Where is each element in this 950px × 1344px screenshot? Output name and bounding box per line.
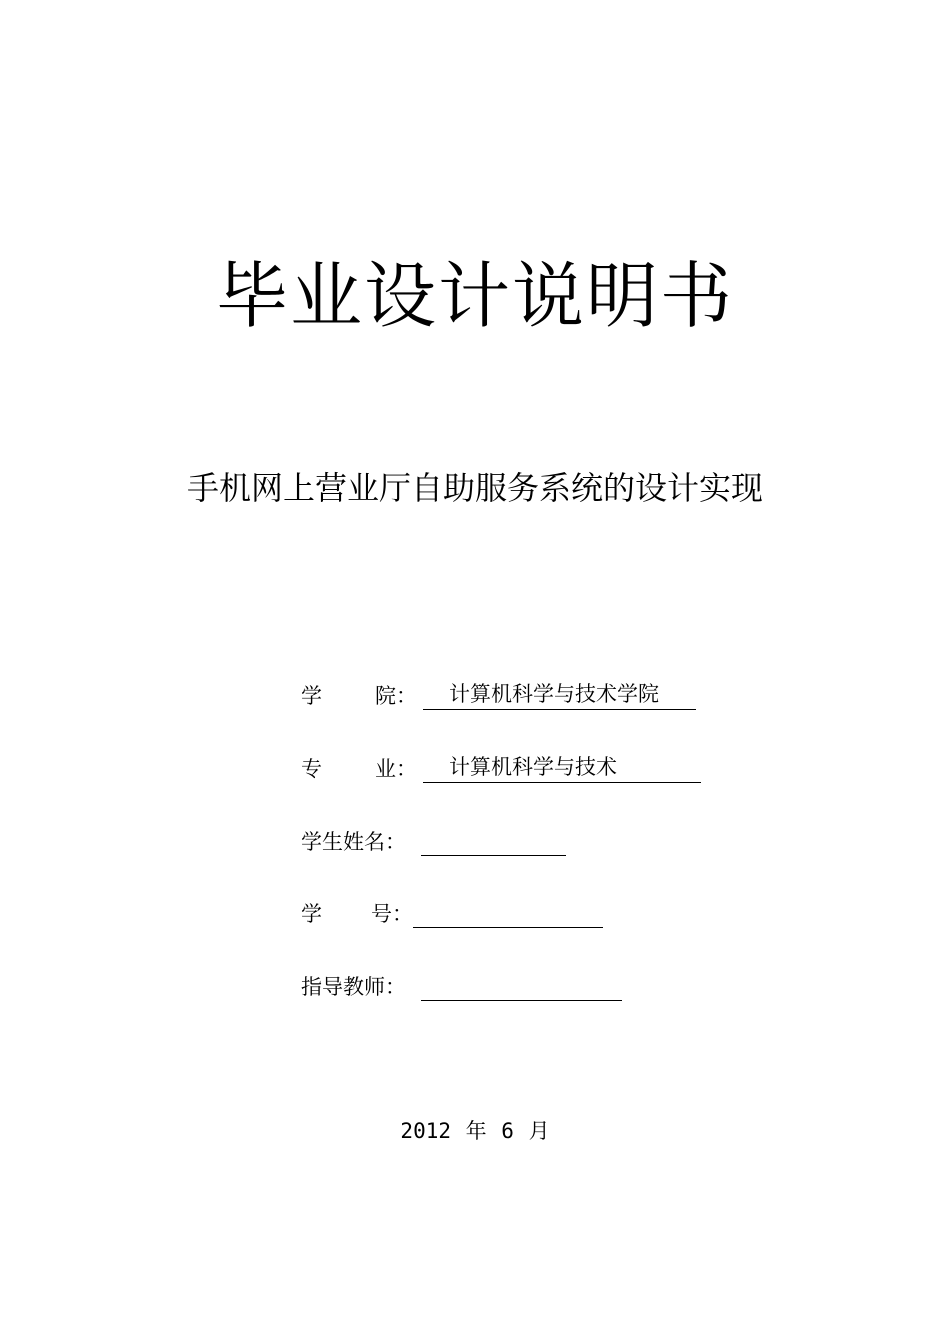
college-value: 计算机科学与技术学院: [449, 682, 659, 706]
student-id-label: 学 号：: [301, 902, 413, 926]
major-label: 专 业：: [301, 757, 417, 781]
student-name-row: [301, 825, 566, 859]
major-field: [423, 752, 701, 783]
thesis-topic: 手机网上营业厅自助服务系统的设计实现: [186, 469, 763, 507]
student-id-row: [301, 897, 603, 931]
student-id-field: [413, 897, 603, 928]
advisor-field: [421, 970, 622, 1001]
college-row: [301, 679, 696, 713]
advisor-row: [301, 970, 622, 1004]
major-row: [301, 752, 701, 786]
major-value: 计算机科学与技术: [449, 755, 617, 779]
college-field: [423, 679, 696, 710]
document-title: 毕业设计说明书: [215, 254, 734, 338]
advisor-label: 指导教师：: [301, 975, 406, 999]
submission-date: 2012 年 6 月: [400, 1119, 550, 1143]
student-name-label: 学生姓名：: [301, 830, 406, 854]
college-label: 学 院：: [301, 684, 417, 708]
student-name-field: [421, 825, 566, 856]
